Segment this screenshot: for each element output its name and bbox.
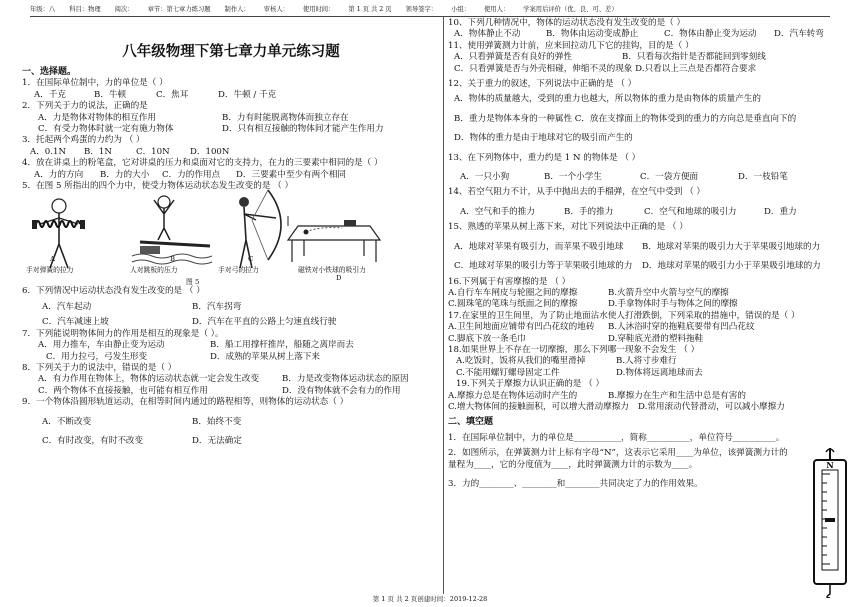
- option: A.吃饭时，饭将从我们的嘴里滑掉: [456, 356, 586, 367]
- option: B.摩擦力在生产和生活中总是有害的: [608, 390, 746, 401]
- question-4: 4．放在讲桌上的粉笔盒，它对讲桌的压力和桌面对它的支持力，在力的三要素中相同的是（ ）: [22, 158, 383, 169]
- section-fill-heading: 二、填空题: [448, 417, 494, 428]
- question-18: 18.如果世界上不存在一切摩擦，那么下列哪一现象不会发生 （ ）: [448, 344, 700, 355]
- question-7: 7．下列能说明物体间力的作用是相互的现象是（ ）。: [22, 328, 224, 339]
- option: B．汽车拐弯: [192, 301, 242, 312]
- option: C.增大物体间的接触面积，可以增大滑动摩擦力: [448, 401, 629, 412]
- question-10-options: [448, 29, 853, 40]
- option: C．地球对苹果的吸引力等于苹果吸引地球的力: [454, 261, 633, 272]
- figure-letter-d: D: [336, 274, 342, 283]
- figure-caption-d: 磁铁对小铁球的吸引力: [298, 266, 366, 275]
- option: D．地球对苹果的吸引力小于苹果吸引地球的力: [642, 261, 821, 272]
- option: D．无法确定: [192, 435, 242, 446]
- option: C．空气和地球的吸引力: [644, 206, 737, 217]
- option: D．没有物体就不会有力的作用: [282, 385, 401, 396]
- question-15-options-row2: [448, 261, 853, 272]
- magnet-table-figure: [284, 206, 384, 266]
- question-14-options: [448, 207, 853, 218]
- question-3: 3．托起两个鸡蛋的力约为 （ ）: [22, 135, 145, 146]
- question-13: 13、在下列物体中，重力约是 1 N 的物体是 （ ）: [448, 152, 641, 163]
- question-16-options-row2: [448, 299, 853, 310]
- question-8: 8．下列关于力的说法中，错误的是（ ）: [22, 362, 177, 373]
- question-12-option-d: D．物体的重力是由于地球对它的吸引而产生的: [454, 133, 633, 144]
- question-16-options-row1: [448, 288, 853, 299]
- option: A．汽车起动: [42, 301, 92, 312]
- question-9-options-row2: [22, 436, 440, 447]
- question-3-options: [22, 147, 440, 158]
- option: B．1N: [84, 146, 112, 157]
- page-header: [30, 4, 830, 17]
- option: B．手的推力: [564, 206, 614, 217]
- question-5: 5．在图 5 所指出的四个力中，使受力物体运动状态发生改变的是 （ ）: [22, 181, 294, 192]
- option: C.不能用螺钉螺母固定工件: [456, 367, 560, 378]
- option: D.物体将远离地球而去: [616, 367, 703, 378]
- question-9: 9．一个物体沿圆形轨道运动，在相等时间内通过的路程相等，则物体的运动状态（ ）: [22, 397, 349, 408]
- fill-question-2-line2: 量程为____，它的分度值为____，此时弹簧测力计的示数为____。: [448, 459, 698, 470]
- header-field: 章节：第七章力练习题: [147, 6, 211, 13]
- question-17-options-row2: [448, 334, 853, 345]
- option: B．只看每次指针是否都能回到零刻线: [622, 52, 766, 63]
- option: B.人将寸步难行: [616, 356, 677, 367]
- header-field: 年级：八: [30, 6, 56, 13]
- figure-caption-b: 人对跳板的压力: [130, 266, 178, 275]
- option: A．力是物体对物体的相互作用: [38, 112, 156, 123]
- option: A.自行车车闸皮与轮圈之间的摩擦: [448, 287, 578, 298]
- question-11: 11、使用弹簧测力计前，应来回拉动几下它的挂钩，目的是（ ）: [448, 40, 694, 51]
- option: D．重力: [764, 206, 797, 217]
- header-field: 审核人：: [263, 6, 289, 13]
- question-11-option-cd: C．只看弹簧是否与外壳相碰，伸缩不灵的现象 D.只看以上三点是否都符合要求: [454, 63, 757, 74]
- question-12-option-bc: B．重力是物体本身的一种属性 C．放在支撑面上的物体受到的重力的方向总是垂直向下的: [454, 113, 797, 124]
- option: D．三要素中至少有两个相同: [236, 169, 347, 180]
- question-15: 15、熟透的苹果从树上落下来，对比下列说法中正确的是 （ ）: [448, 222, 688, 233]
- question-2-options-row1: [22, 113, 440, 124]
- question-6-options-row1: [22, 302, 440, 313]
- question-19: 19.下列关于摩擦力认识正确的是 （ ）: [456, 379, 605, 390]
- option: C．焦耳: [156, 89, 189, 100]
- option: B．始终不变: [192, 416, 242, 427]
- option: B．一个小学生: [544, 172, 602, 183]
- right-column: [448, 18, 853, 490]
- option: B．物体由运动变成静止: [546, 29, 639, 40]
- figure-5: [22, 194, 440, 286]
- option: A．物体静止不动: [454, 29, 521, 40]
- option: C．有受力物体时就一定有施力物体: [38, 124, 174, 135]
- option: D．汽车转弯: [774, 29, 824, 40]
- question-18-options-row1: [448, 356, 853, 367]
- option: C．用力拉弓，弓发生形变: [46, 351, 148, 362]
- section-choice-heading: 一、选择题。: [22, 67, 77, 77]
- option: D．成熟的苹果从树上落下来: [210, 351, 321, 362]
- option: B．牛顿: [94, 89, 127, 100]
- option: B．力是改变物体运动状态的原因: [282, 374, 409, 385]
- option: A．不断改变: [42, 416, 92, 427]
- option: C．有时改变，有时不改变: [42, 435, 144, 446]
- option: C．物体由静止变为运动: [664, 29, 757, 40]
- option: A.卫生间地面应铺带有凹凸花纹的地砖: [448, 322, 595, 333]
- option: A.摩擦力总是在物体运动时产生的: [448, 390, 578, 401]
- figure-letter-b: B: [170, 255, 175, 264]
- question-19-options-row1: [448, 391, 853, 402]
- bow-figure: [222, 188, 288, 272]
- question-11-options-row1: [448, 52, 853, 63]
- header-field: 第 1 页 共 2 页: [348, 6, 392, 13]
- question-12-option-a: A．物体的质量越大，受到的重力也越大，所以物体的重力是由物体的质量产生的: [454, 94, 761, 105]
- question-4-options: [22, 170, 440, 181]
- figure-caption-c: 手对弓的拉力: [218, 266, 259, 275]
- fill-question-2-line1: 2．如图所示，在弹簧测力计上标有字母“N”，这表示它采用____为单位，该弹簧测力计的: [448, 448, 788, 459]
- spring-pull-figure: [28, 196, 90, 270]
- option: B．船工用撑杆推岸，船随之离岸而去: [210, 340, 354, 351]
- figure-caption-a: 手对弹簧的拉力: [26, 266, 74, 275]
- figure-letter-a: A: [50, 255, 55, 264]
- question-12: 12、关于重力的叙述，下列说法中正确的是 （ ）: [448, 79, 637, 90]
- question-9-options-row1: [22, 417, 440, 428]
- option: C．10N: [136, 146, 170, 157]
- option: A．空气和手的推力: [460, 206, 535, 217]
- option: A．用力推车，车由静止变为运动: [38, 340, 165, 351]
- question-1-options: [22, 90, 440, 101]
- option: A．有力作用在物体上，物体的运动状态就一定会发生改变: [38, 374, 260, 385]
- column-divider: [443, 16, 444, 594]
- option: B.火箭升空中火箭与空气的摩擦: [608, 287, 729, 298]
- question-17-options-row1: [448, 322, 853, 333]
- fill-question-1: 1．在国际单位制中，力的单位是___________，简称__________，单位符号__________。: [448, 432, 785, 443]
- header-field: 学案用后评价（优、良、可、差）: [523, 6, 618, 13]
- question-14: 14、若空气阻力不计，从手中抛出去的手榴弹，在空气中受到 （ ）: [448, 187, 706, 198]
- option: B.人沐浴时穿的拖鞋底要带有凹凸花纹: [608, 322, 755, 333]
- option: A．只看弹簧是否有良好的弹性: [454, 52, 572, 63]
- question-19-options-row2: [448, 402, 853, 413]
- option: C.圆珠笔的笔珠与纸面之间的摩擦: [448, 299, 578, 310]
- option: D．汽车在平直的公路上匀速直线行驶: [192, 317, 337, 328]
- left-column: [22, 18, 440, 447]
- option: C.脚底下放一条毛巾: [448, 333, 526, 344]
- question-17: 17.在家里的卫生间里，为了防止地面沾水使人打滑跌倒，下列采取的措施中，错误的是（ ）: [448, 310, 800, 321]
- option: B．力有时能脱离物体而独立存在: [222, 112, 349, 123]
- header-field: 领导签字：: [405, 6, 438, 13]
- option: C．力的作用点: [162, 169, 221, 180]
- question-7-options-row2: [22, 352, 440, 363]
- option: D.穿鞋底光滑的塑料拖鞋: [608, 333, 704, 344]
- option: B．地球对苹果的吸引力大于苹果吸引地球的力: [642, 241, 821, 252]
- question-10: 10、下列几种情况中，物体的运动状态没有发生改变的是（ ）: [448, 18, 686, 28]
- page-footer: 第 1 页 共 2 页创建时间：2019-12-28: [372, 595, 488, 603]
- option: D.常用滚动代替滑动，可以减小摩擦力: [638, 401, 785, 412]
- option: D．100N: [190, 146, 230, 157]
- question-8-options-row1: [22, 374, 440, 385]
- question-2-options-row2: [22, 124, 440, 135]
- header-field: 小组：: [451, 6, 470, 13]
- question-2: 2．下列关于力的说法，正确的是: [22, 101, 148, 112]
- option: A．0.1N: [30, 146, 66, 157]
- option: D．只有相互接触的物体间才能产生作用力: [222, 124, 384, 135]
- question-6: 6．下列情况中运动状态没有发生改变的是 （ ）: [22, 286, 205, 297]
- option: D．牛顿 / 千克: [218, 89, 277, 100]
- option: D.手拿物体时手与物体之间的摩擦: [608, 299, 738, 310]
- scale-unit-letter: N: [826, 460, 834, 470]
- option: A．力的方向: [34, 169, 84, 180]
- header-field: 使用人：: [483, 6, 510, 13]
- option: A．千克: [34, 89, 66, 100]
- fill-question-3: 3．力的________、________和________共同决定了力的作用效果。: [448, 479, 703, 489]
- question-18-options-row2: [448, 368, 853, 379]
- figure-label: 图 5: [186, 278, 200, 287]
- question-7-options-row1: [22, 340, 440, 351]
- option: C．一袋方便面: [640, 172, 699, 183]
- option: A．一只小狗: [460, 172, 510, 183]
- figure-letter-c: C: [248, 255, 254, 264]
- question-8-options-row2: [22, 386, 440, 397]
- question-13-options: [448, 172, 853, 183]
- question-6-options-row2: [22, 317, 440, 328]
- header-field: 阅次：: [114, 6, 134, 13]
- header-field: 制作人：: [224, 6, 250, 13]
- option: C．两个物体不直接接触，也可能有相互作用: [38, 385, 208, 396]
- option: B．力的大小: [100, 169, 150, 180]
- question-1: 1．在国际单位制中，力的单位是（ ）: [22, 78, 168, 89]
- question-15-options-row1: [448, 242, 853, 253]
- header-field: 科目：物理: [69, 6, 101, 13]
- spring-scale-figure: [808, 448, 852, 598]
- question-16: 16.下列属于有害摩擦的是 （ ）: [448, 276, 571, 287]
- option: A．地球对苹果有吸引力，而苹果不吸引地球: [454, 241, 624, 252]
- option: D．一枝铅笔: [738, 172, 788, 183]
- header-field: 使用时间：: [302, 6, 335, 13]
- page-title: 八年级物理下第七章力单元练习题: [122, 43, 340, 60]
- option: C．汽车减速上坡: [42, 317, 109, 328]
